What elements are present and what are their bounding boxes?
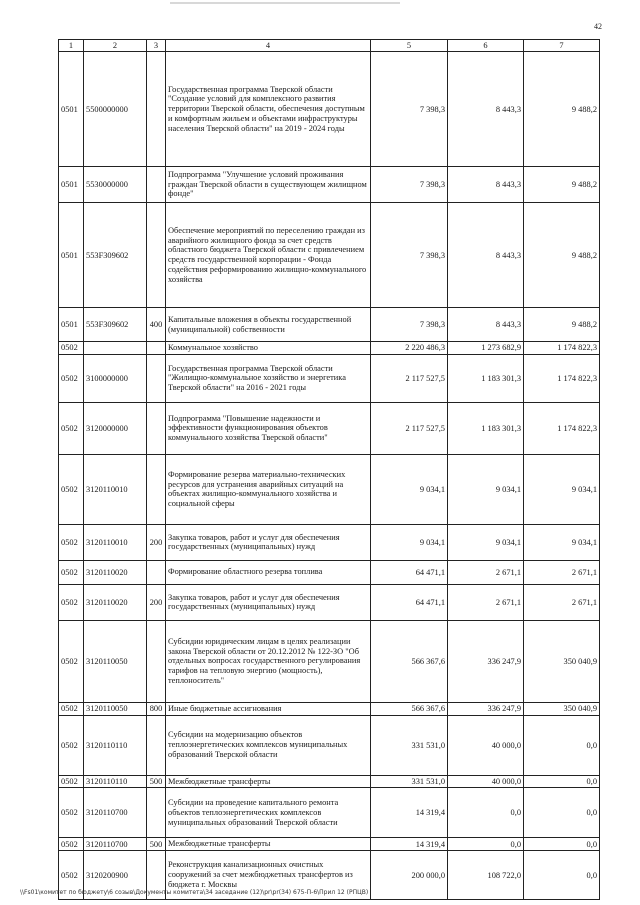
expense-type-cell: 500 bbox=[147, 775, 166, 788]
section-cell: 0502 bbox=[59, 775, 84, 788]
table-row bbox=[59, 775, 600, 788]
table-row bbox=[59, 354, 600, 402]
column-header: 7 bbox=[524, 40, 600, 52]
value-2023-cell: 8 443,3 bbox=[448, 167, 524, 203]
value-2022-cell: 7 398,3 bbox=[371, 203, 448, 308]
value-2022-cell: 7 398,3 bbox=[371, 52, 448, 167]
name-cell: Субсидии юридическим лицам в целях реализации закона Тверской области от 20.12.2012 № 122-ЗО "Об отдельных вопросах государственного регулирования тарифов на тепловую энергию (мощность), теплоноситель" bbox=[166, 620, 371, 702]
section-cell: 0502 bbox=[59, 584, 84, 620]
code-cell bbox=[84, 342, 147, 355]
table-row bbox=[59, 620, 600, 702]
section-cell: 0502 bbox=[59, 342, 84, 355]
value-2024-cell: 9 488,2 bbox=[524, 52, 600, 167]
expense-type-cell bbox=[147, 454, 166, 524]
code-cell: 3120110700 bbox=[84, 838, 147, 851]
code-cell: 3120200900 bbox=[84, 851, 147, 900]
name-cell: Обеспечение мероприятий по переселению граждан из аварийного жилищного фонда за счет средств областного бюджета Тверской области с привлечением средств государственной корпорации - Фонда содействия реформированию жилищно-коммунального хозяйства bbox=[166, 203, 371, 308]
code-cell: 5530000000 bbox=[84, 167, 147, 203]
name-cell: Закупка товаров, работ и услуг для обеспечения государственных (муниципальных) нужд bbox=[166, 584, 371, 620]
section-cell: 0502 bbox=[59, 788, 84, 838]
value-2022-cell: 64 471,1 bbox=[371, 584, 448, 620]
expense-type-cell bbox=[147, 52, 166, 167]
code-cell: 3100000000 bbox=[84, 354, 147, 402]
value-2024-cell: 0,0 bbox=[524, 838, 600, 851]
table-row bbox=[59, 342, 600, 355]
code-cell: 3120110020 bbox=[84, 560, 147, 584]
column-header: 6 bbox=[448, 40, 524, 52]
expense-type-cell bbox=[147, 620, 166, 702]
expense-type-cell bbox=[147, 167, 166, 203]
name-cell: Формирование резерва материально-технических ресурсов для устранения аварийных ситуаций на объектах жилищно-коммунального хозяйства и социальной сферы bbox=[166, 454, 371, 524]
value-2022-cell: 9 034,1 bbox=[371, 524, 448, 560]
section-cell: 0502 bbox=[59, 838, 84, 851]
value-2024-cell: 1 174 822,3 bbox=[524, 402, 600, 454]
value-2023-cell: 108 722,0 bbox=[448, 851, 524, 900]
value-2024-cell: 350 040,9 bbox=[524, 620, 600, 702]
table-row bbox=[59, 402, 600, 454]
value-2023-cell: 2 671,1 bbox=[448, 560, 524, 584]
expense-type-cell bbox=[147, 788, 166, 838]
expense-type-cell: 200 bbox=[147, 584, 166, 620]
expense-type-cell bbox=[147, 402, 166, 454]
value-2022-cell: 566 367,6 bbox=[371, 702, 448, 715]
code-cell: 3120110050 bbox=[84, 702, 147, 715]
column-number-row bbox=[59, 40, 600, 52]
value-2024-cell: 9 034,1 bbox=[524, 454, 600, 524]
name-cell: Подпрограмма "Повышение надежности и эффективности функционирования объектов коммунального хозяйства Тверской области" bbox=[166, 402, 371, 454]
value-2022-cell: 9 034,1 bbox=[371, 454, 448, 524]
expense-type-cell bbox=[147, 354, 166, 402]
expense-type-cell bbox=[147, 342, 166, 355]
code-cell: 3120110110 bbox=[84, 775, 147, 788]
expense-type-cell bbox=[147, 560, 166, 584]
section-cell: 0502 bbox=[59, 620, 84, 702]
expense-type-cell bbox=[147, 715, 166, 775]
code-cell: 3120110020 bbox=[84, 584, 147, 620]
value-2023-cell: 1 183 301,3 bbox=[448, 354, 524, 402]
code-cell: 5500000000 bbox=[84, 52, 147, 167]
table-row bbox=[59, 454, 600, 524]
table-row bbox=[59, 584, 600, 620]
table-row bbox=[59, 203, 600, 308]
code-cell: 553F309602 bbox=[84, 203, 147, 308]
value-2022-cell: 7 398,3 bbox=[371, 308, 448, 342]
name-cell: Подпрограмма "Улучшение условий проживания граждан Тверской области в существующем жилищном фонде" bbox=[166, 167, 371, 203]
value-2023-cell: 40 000,0 bbox=[448, 715, 524, 775]
section-cell: 0502 bbox=[59, 715, 84, 775]
table-row bbox=[59, 524, 600, 560]
value-2023-cell: 9 034,1 bbox=[448, 524, 524, 560]
value-2023-cell: 1 183 301,3 bbox=[448, 402, 524, 454]
value-2022-cell: 566 367,6 bbox=[371, 620, 448, 702]
section-cell: 0502 bbox=[59, 454, 84, 524]
table-row bbox=[59, 52, 600, 167]
table-body bbox=[59, 52, 600, 900]
section-cell: 0501 bbox=[59, 167, 84, 203]
value-2023-cell: 336 247,9 bbox=[448, 620, 524, 702]
table-row bbox=[59, 838, 600, 851]
value-2024-cell: 2 671,1 bbox=[524, 584, 600, 620]
code-cell: 3120110700 bbox=[84, 788, 147, 838]
value-2023-cell: 0,0 bbox=[448, 838, 524, 851]
value-2022-cell: 64 471,1 bbox=[371, 560, 448, 584]
section-cell: 0502 bbox=[59, 524, 84, 560]
name-cell: Государственная программа Тверской области "Жилищно-коммунальное хозяйство и энергетика Тверской области" на 2016 - 2021 годы bbox=[166, 354, 371, 402]
value-2024-cell: 0,0 bbox=[524, 788, 600, 838]
value-2023-cell: 336 247,9 bbox=[448, 702, 524, 715]
name-cell: Межбюджетные трансферты bbox=[166, 775, 371, 788]
value-2024-cell: 9 488,2 bbox=[524, 203, 600, 308]
name-cell: Формирование областного резерва топлива bbox=[166, 560, 371, 584]
value-2022-cell: 331 531,0 bbox=[371, 775, 448, 788]
table-row bbox=[59, 308, 600, 342]
column-header: 1 bbox=[59, 40, 84, 52]
scan-artifact bbox=[170, 2, 400, 4]
table-row bbox=[59, 167, 600, 203]
name-cell: Межбюджетные трансферты bbox=[166, 838, 371, 851]
footer-file-path: \\Fs01\комитет по бюджету\6 созыв\Документы комитета\34 заседание (12)\pr\pr(34) 675-П-6\Прил 12 (РПЦВ) bbox=[20, 889, 369, 896]
section-cell: 0502 bbox=[59, 851, 84, 900]
value-2022-cell: 2 117 527,5 bbox=[371, 354, 448, 402]
name-cell: Закупка товаров, работ и услуг для обеспечения государственных (муниципальных) нужд bbox=[166, 524, 371, 560]
value-2024-cell: 1 174 822,3 bbox=[524, 354, 600, 402]
value-2024-cell: 9 488,2 bbox=[524, 167, 600, 203]
name-cell: Капитальные вложения в объекты государственной (муниципальной) собственности bbox=[166, 308, 371, 342]
value-2024-cell: 1 174 822,3 bbox=[524, 342, 600, 355]
value-2023-cell: 1 273 682,9 bbox=[448, 342, 524, 355]
name-cell: Иные бюджетные ассигнования bbox=[166, 702, 371, 715]
value-2022-cell: 14 319,4 bbox=[371, 788, 448, 838]
name-cell: Коммунальное хозяйство bbox=[166, 342, 371, 355]
code-cell: 553F309602 bbox=[84, 308, 147, 342]
value-2022-cell: 331 531,0 bbox=[371, 715, 448, 775]
table-row bbox=[59, 702, 600, 715]
code-cell: 3120000000 bbox=[84, 402, 147, 454]
value-2024-cell: 0,0 bbox=[524, 775, 600, 788]
value-2022-cell: 2 117 527,5 bbox=[371, 402, 448, 454]
value-2022-cell: 14 319,4 bbox=[371, 838, 448, 851]
value-2024-cell: 0,0 bbox=[524, 715, 600, 775]
value-2023-cell: 8 443,3 bbox=[448, 203, 524, 308]
name-cell: Реконструкция канализационных очистных сооружений за счет межбюджетных трансфертов из бюджета г. Москвы bbox=[166, 851, 371, 900]
column-header: 5 bbox=[371, 40, 448, 52]
value-2024-cell: 9 034,1 bbox=[524, 524, 600, 560]
section-cell: 0501 bbox=[59, 308, 84, 342]
section-cell: 0502 bbox=[59, 702, 84, 715]
value-2023-cell: 9 034,1 bbox=[448, 454, 524, 524]
name-cell: Государственная программа Тверской области "Создание условий для комплексного развития территории Тверской области, обеспечения доступным и комфортным жильем и объектами инфраструктуры населения Тверской области" на 2019 - 2024 годы bbox=[166, 52, 371, 167]
column-header: 2 bbox=[84, 40, 147, 52]
value-2023-cell: 0,0 bbox=[448, 788, 524, 838]
section-cell: 0502 bbox=[59, 354, 84, 402]
value-2022-cell: 2 220 486,3 bbox=[371, 342, 448, 355]
value-2022-cell: 7 398,3 bbox=[371, 167, 448, 203]
value-2024-cell: 9 488,2 bbox=[524, 308, 600, 342]
code-cell: 3120110010 bbox=[84, 524, 147, 560]
code-cell: 3120110010 bbox=[84, 454, 147, 524]
code-cell: 3120110110 bbox=[84, 715, 147, 775]
value-2023-cell: 8 443,3 bbox=[448, 52, 524, 167]
value-2023-cell: 40 000,0 bbox=[448, 775, 524, 788]
code-cell: 3120110050 bbox=[84, 620, 147, 702]
expense-type-cell: 400 bbox=[147, 308, 166, 342]
value-2022-cell: 200 000,0 bbox=[371, 851, 448, 900]
section-cell: 0501 bbox=[59, 203, 84, 308]
name-cell: Субсидии на модернизацию объектов теплоэнергетических комплексов муниципальных образований Тверской области bbox=[166, 715, 371, 775]
column-header: 4 bbox=[166, 40, 371, 52]
expense-type-cell: 800 bbox=[147, 702, 166, 715]
table-row bbox=[59, 788, 600, 838]
value-2024-cell: 2 671,1 bbox=[524, 560, 600, 584]
value-2024-cell: 0,0 bbox=[524, 851, 600, 900]
expense-type-cell bbox=[147, 203, 166, 308]
table-row bbox=[59, 560, 600, 584]
table-row bbox=[59, 715, 600, 775]
name-cell: Субсидии на проведение капитального ремонта объектов теплоэнергетических комплексов муниципальных образований Тверской области bbox=[166, 788, 371, 838]
value-2023-cell: 2 671,1 bbox=[448, 584, 524, 620]
column-header: 3 bbox=[147, 40, 166, 52]
value-2024-cell: 350 040,9 bbox=[524, 702, 600, 715]
value-2023-cell: 8 443,3 bbox=[448, 308, 524, 342]
expense-type-cell: 500 bbox=[147, 838, 166, 851]
section-cell: 0502 bbox=[59, 560, 84, 584]
expense-type-cell: 200 bbox=[147, 524, 166, 560]
budget-table bbox=[58, 39, 600, 900]
section-cell: 0501 bbox=[59, 52, 84, 167]
section-cell: 0502 bbox=[59, 402, 84, 454]
page-number: 42 bbox=[594, 22, 602, 31]
